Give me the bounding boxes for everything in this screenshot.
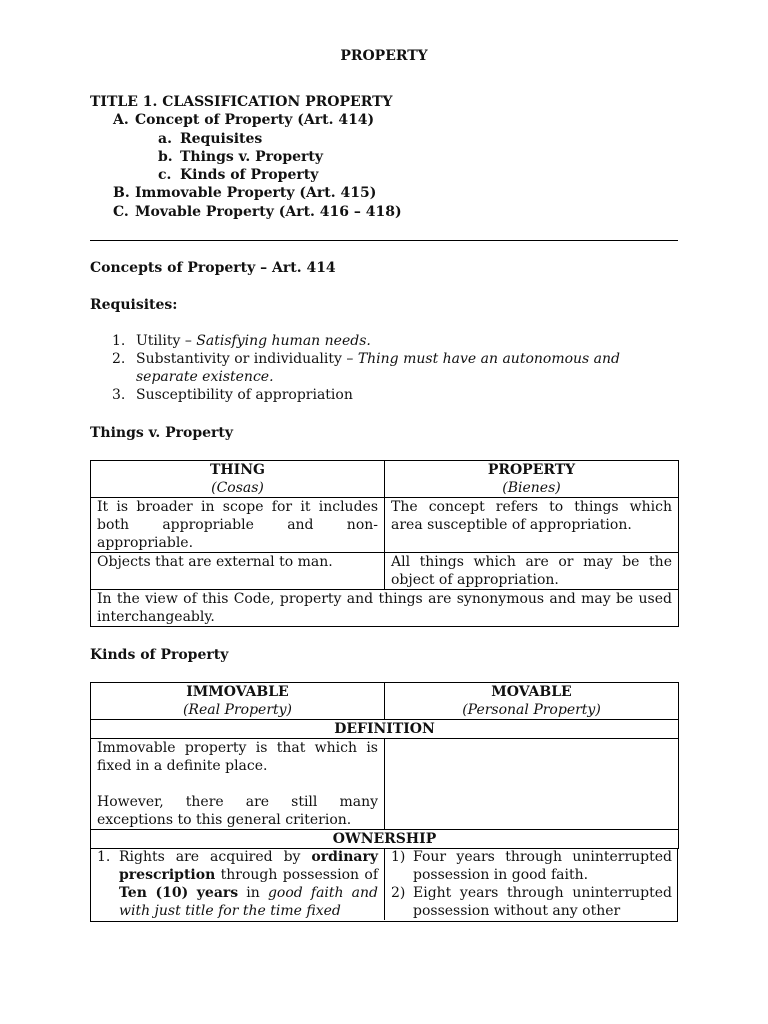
column-subtitle: (Bienes)	[502, 480, 561, 496]
list-item	[112, 386, 672, 404]
section-row	[91, 830, 679, 849]
table-row	[91, 553, 679, 590]
table-cell-empty	[385, 739, 679, 830]
requisite-note: Thing must have an autonomous and separate existence.	[136, 351, 621, 385]
toc-item-a2	[90, 148, 402, 166]
toc-item-a3	[90, 166, 402, 184]
toc-item-a	[90, 111, 402, 129]
toc-text: Immovable Property (Art. 415)	[135, 185, 377, 202]
column-subtitle: (Cosas)	[211, 480, 264, 496]
section-label: DEFINITION	[91, 720, 679, 739]
toc-marker: b.	[158, 148, 173, 165]
section-label: OWNERSHIP	[91, 830, 679, 849]
things-heading: Things v. Property	[90, 425, 234, 441]
toc-marker: B.	[113, 185, 130, 202]
movable-header-cell	[385, 683, 679, 720]
horizontal-divider	[90, 240, 678, 241]
table-cell: All things which are or may be the object of appropriation.	[385, 553, 679, 590]
list-text: Four years through uninterrupted possession in good faith.	[413, 849, 672, 883]
list-item	[391, 884, 672, 920]
table-cell: In the view of this Code, property and things are synonymous and may be used interchangeably.	[91, 590, 679, 627]
column-subtitle: (Personal Property)	[462, 702, 601, 718]
paragraph: Immovable property is that which is fixed in a definite place.	[97, 740, 378, 774]
things-vs-property-table	[90, 460, 679, 627]
toc-text: Concept of Property (Art. 414)	[135, 112, 375, 129]
toc-text: Things v. Property	[180, 148, 324, 165]
table-cell: The concept refers to things which area susceptible of appropriation.	[385, 498, 679, 553]
list-number: 1.	[112, 333, 126, 349]
requisite-note: Satisfying human needs.	[196, 333, 371, 349]
document-title: PROPERTY	[340, 48, 428, 64]
kinds-heading: Kinds of Property	[90, 647, 229, 663]
requisite-label: Substantivity or individuality –	[136, 351, 358, 367]
requisite-label: Utility –	[136, 333, 197, 349]
table-cell	[91, 739, 385, 830]
table-row	[91, 590, 679, 627]
table-row	[91, 498, 679, 553]
toc-text: Requisites	[180, 130, 263, 147]
table-cell	[385, 848, 679, 920]
thing-header-cell	[91, 461, 385, 498]
table-cell: Objects that are external to man.	[91, 553, 385, 590]
toc-marker: a.	[158, 130, 172, 147]
toc-title: TITLE 1. CLASSIFICATION PROPERTY	[90, 94, 393, 110]
list-item	[391, 848, 672, 884]
column-title: MOVABLE	[491, 684, 572, 700]
requisites-heading: Requisites:	[90, 297, 178, 313]
list-number: 2)	[391, 885, 406, 901]
toc-marker: c.	[158, 167, 172, 184]
list-number: 1)	[391, 849, 406, 865]
section-row	[91, 720, 679, 739]
table-of-contents	[90, 93, 402, 221]
concepts-heading: Concepts of Property – Art. 414	[90, 260, 336, 276]
toc-marker: A.	[113, 112, 129, 129]
text-run-bold: ordinary prescription	[119, 849, 378, 883]
table-row	[91, 739, 679, 830]
table-header-row	[91, 683, 679, 720]
ownership-table-part	[90, 848, 678, 920]
toc-text: Kinds of Property	[180, 167, 319, 184]
paragraph: However, there are still many exceptions to this general criterion.	[97, 794, 378, 828]
text-run: Rights are acquired by	[119, 849, 312, 865]
column-subtitle: (Real Property)	[182, 702, 293, 718]
table-cell	[91, 848, 385, 920]
text-run: through possession of	[215, 867, 378, 883]
column-title: PROPERTY	[487, 462, 576, 478]
requisites-list	[112, 332, 672, 404]
list-number: 1.	[97, 849, 111, 865]
list-text: Eight years through uninterrupted possession without any other	[413, 885, 672, 919]
list-item	[112, 332, 672, 350]
kinds-of-property-table	[90, 682, 679, 849]
ownership-row-clipped	[90, 848, 678, 922]
toc-item-c	[90, 203, 402, 221]
list-item	[97, 848, 378, 920]
toc-text: Movable Property (Art. 416 – 418)	[135, 203, 402, 220]
text-run: in	[238, 885, 268, 901]
table-cell: It is broader in scope for it includes both appropriable and non-appropriable.	[91, 498, 385, 553]
table-row	[91, 848, 679, 920]
list-number: 3.	[112, 387, 126, 403]
property-header-cell	[385, 461, 679, 498]
column-title: THING	[210, 462, 265, 478]
immovable-header-cell	[91, 683, 385, 720]
text-run-italic: good faith and with just title for the time fixed	[119, 885, 379, 919]
toc-item-b	[90, 184, 402, 202]
list-item	[112, 350, 672, 386]
table-header-row	[91, 461, 679, 498]
text-run-bold: Ten (10) years	[119, 885, 239, 901]
list-number: 2.	[112, 351, 126, 367]
toc-marker: C.	[113, 203, 129, 220]
column-title: IMMOVABLE	[186, 684, 289, 700]
requisite-label: Susceptibility of appropriation	[136, 387, 353, 403]
toc-item-a1	[90, 130, 402, 148]
